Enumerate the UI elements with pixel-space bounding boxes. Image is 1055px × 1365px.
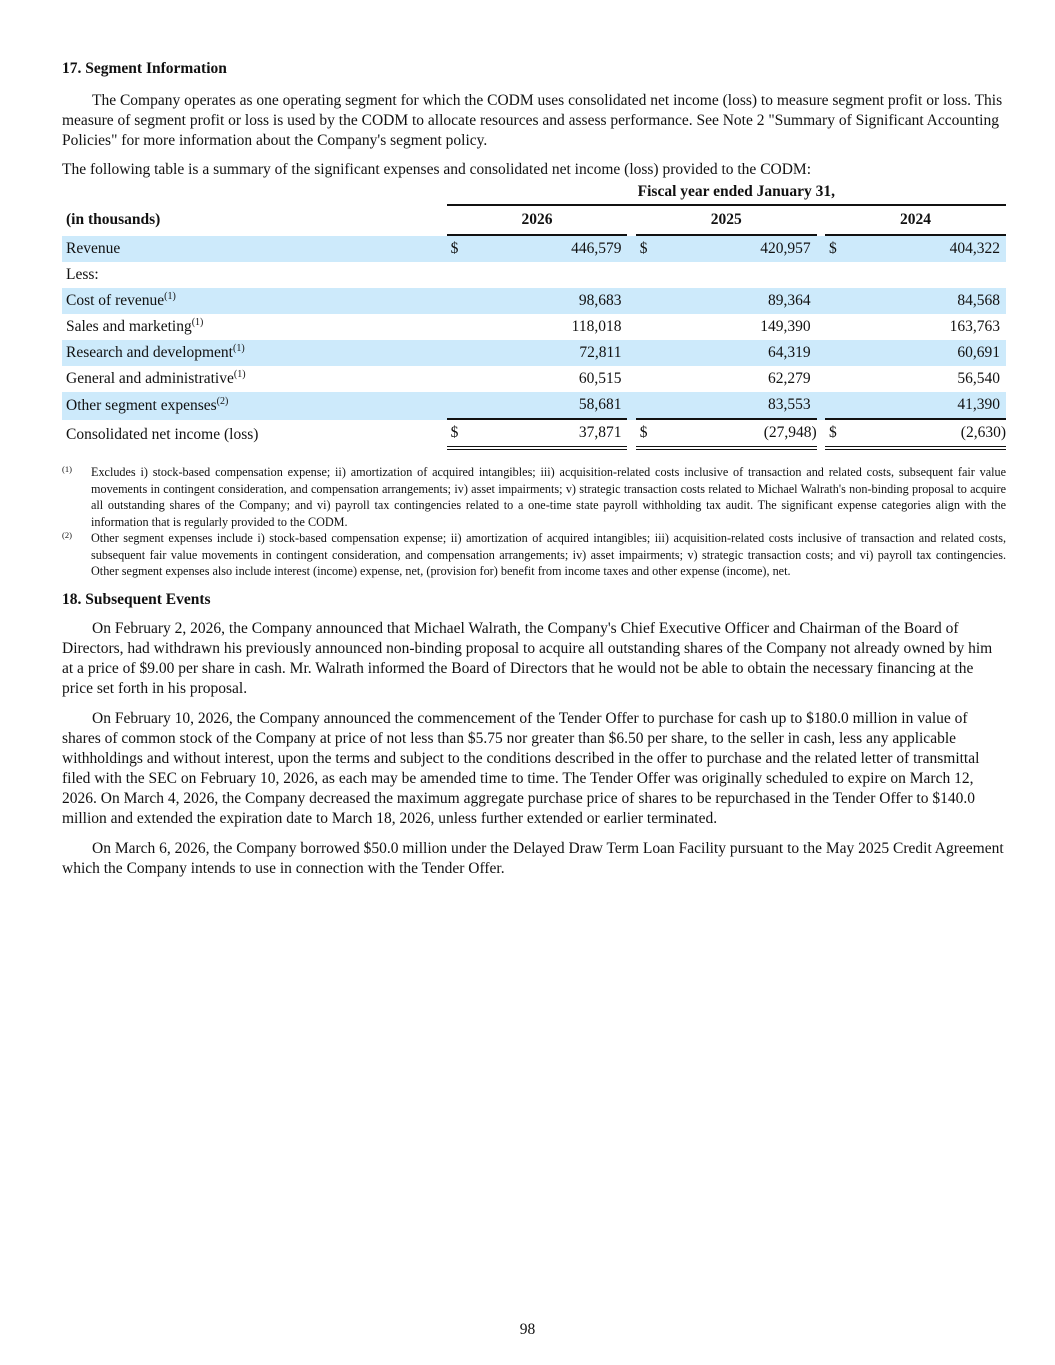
unit-label: (in thousands) bbox=[66, 211, 161, 228]
section-18-paragraph-1: On February 2, 2026, the Company announced that Michael Walrath, the Company's Chief Executive Officer and Chairman of the Board of Directors, had withdrawn his previously announced non-binding proposal to acquire all outstanding shares of the Company not already owned by him at a price of $9.00 per share in cash. Mr. Walrath informed the Board of Directors that he would not be able to obtain the necessary financing at the price set forth in his proposal. bbox=[62, 619, 993, 697]
footnote-reference: (2) bbox=[216, 396, 229, 407]
value-2026: 446,579 bbox=[465, 236, 627, 262]
value-2025: (27,948) bbox=[655, 420, 817, 450]
footnote-reference: (1) bbox=[164, 291, 176, 302]
value-2024 bbox=[844, 262, 1006, 288]
currency-symbol bbox=[825, 366, 844, 392]
document-page bbox=[62, 58, 1006, 879]
footnote-reference: (1) bbox=[233, 343, 245, 354]
table-row bbox=[62, 392, 1006, 420]
currency-symbol bbox=[825, 288, 844, 314]
section-18-paragraph-3: On March 6, 2026, the Company borrowed $50.0 million under the Delayed Draw Term Loan Facility pursuant to the May 2025 Credit Agreement which the Company intends to use in connection with the Tender Offer. bbox=[62, 839, 1004, 877]
footnote-1-mark: (1) bbox=[62, 464, 72, 474]
year-header-2024: 2024 bbox=[825, 204, 1006, 236]
currency-symbol: $ bbox=[447, 420, 466, 450]
row-label-text: Sales and marketing bbox=[66, 318, 192, 335]
currency-symbol bbox=[825, 392, 844, 420]
fiscal-year-header: Fiscal year ended January 31, bbox=[637, 183, 835, 200]
section-18-title: 18. Subsequent Events bbox=[62, 590, 211, 608]
currency-symbol bbox=[447, 340, 466, 366]
row-label-text: Less: bbox=[66, 266, 99, 283]
row-label-text: Research and development bbox=[66, 344, 233, 361]
currency-symbol bbox=[447, 314, 466, 340]
page-number: 98 bbox=[519, 1321, 536, 1338]
row-label bbox=[62, 392, 447, 420]
currency-symbol: $ bbox=[825, 236, 844, 262]
row-label-text: Revenue bbox=[66, 240, 121, 257]
section-17-paragraph-1: The Company operates as one operating segment for which the CODM uses consolidated net income (loss) to measure segment profit or loss. This measure of segment profit or loss is used by the CODM to allocate resources and assess performance. See Note 2 "Summary of Significant Accounting Policies" for more information about the Company's segment policy. bbox=[62, 92, 1003, 149]
section-17-paragraph-2: The following table is a summary of the significant expenses and consolidated net income (loss) provided to the CODM: bbox=[62, 161, 812, 178]
value-2025: 64,319 bbox=[655, 340, 817, 366]
value-2024: 404,322 bbox=[844, 236, 1006, 262]
value-2024: 163,763 bbox=[949, 318, 1000, 335]
currency-symbol bbox=[636, 262, 655, 288]
value-2026: 72,811 bbox=[465, 340, 627, 366]
value-2024: 41,390 bbox=[844, 392, 1006, 420]
value-2024: 60,691 bbox=[844, 340, 1006, 366]
currency-symbol bbox=[636, 314, 655, 340]
currency-symbol bbox=[447, 366, 466, 392]
value-2025: 83,553 bbox=[655, 392, 817, 420]
table-year-header-row bbox=[62, 204, 1006, 236]
table-row bbox=[62, 288, 1006, 314]
row-label bbox=[62, 340, 447, 366]
currency-symbol: $ bbox=[447, 236, 466, 262]
value-2026: 37,871 bbox=[465, 420, 627, 450]
row-label-text: Consolidated net income (loss) bbox=[66, 426, 259, 443]
row-label-text: Other segment expenses bbox=[66, 397, 217, 414]
year-header-2025: 2025 bbox=[636, 204, 817, 236]
currency-symbol bbox=[447, 392, 466, 420]
footnote-reference: (1) bbox=[233, 369, 246, 380]
table-row bbox=[62, 366, 1006, 392]
value-2025: 420,957 bbox=[655, 236, 817, 262]
section-17-title: 17. Segment Information bbox=[62, 60, 227, 77]
row-label bbox=[62, 288, 447, 314]
value-2025: 62,279 bbox=[768, 370, 811, 387]
currency-symbol bbox=[636, 366, 655, 392]
value-2026 bbox=[465, 262, 627, 288]
row-label-text: General and administrative bbox=[66, 370, 234, 387]
currency-symbol bbox=[636, 340, 655, 366]
value-2024: 84,568 bbox=[844, 288, 1006, 314]
table-period-header-row bbox=[62, 180, 1006, 204]
currency-symbol bbox=[447, 288, 466, 314]
value-2026: 118,018 bbox=[571, 318, 622, 335]
value-2024: 56,540 bbox=[957, 370, 1000, 387]
footnote-reference: (1) bbox=[191, 317, 204, 328]
row-label bbox=[62, 314, 447, 340]
value-2025: 89,364 bbox=[655, 288, 817, 314]
value-2026: 60,515 bbox=[578, 370, 622, 387]
currency-symbol: $ bbox=[636, 236, 655, 262]
currency-symbol bbox=[447, 262, 466, 288]
currency-symbol bbox=[825, 340, 844, 366]
value-2026: 98,683 bbox=[465, 288, 627, 314]
row-label bbox=[62, 236, 447, 262]
year-header-2026: 2026 bbox=[447, 204, 628, 236]
value-2025 bbox=[655, 262, 817, 288]
currency-symbol bbox=[636, 392, 655, 420]
segment-expenses-table bbox=[62, 180, 1006, 450]
row-label bbox=[62, 366, 447, 392]
currency-symbol: $ bbox=[636, 420, 655, 450]
currency-symbol bbox=[825, 262, 844, 288]
footnotes bbox=[62, 464, 1006, 580]
row-label-text: Cost of revenue bbox=[66, 292, 165, 309]
table-row bbox=[62, 236, 1006, 262]
currency-symbol bbox=[636, 288, 655, 314]
table-row bbox=[62, 340, 1006, 366]
value-2024: (2,630) bbox=[844, 420, 1006, 450]
section-18-paragraph-2: On February 10, 2026, the Company announced the commencement of the Tender Offer to purchase for cash up to $180.0 million in value of shares of common stock of the Company at price of not less than $5.75 nor greater than $6.50 per share, to the seller in cash, less any applicable withholdings and without interest, upon the terms and subject to the conditions described in the offer to purchase and the related letter of transmittal filed with the SEC on February 10, 2026, as each may be amended time to time. The Tender Offer was originally scheduled to expire on March 12, 2026. On March 4, 2026, the Company decreased the maximum aggregate purchase price of shares to be repurchased in the Tender Offer to $140.0 million and extended the expiration date to March 18, 2026, unless further extended or earlier terminated. bbox=[62, 709, 980, 827]
footnote-2-mark: (2) bbox=[62, 530, 72, 540]
table-row bbox=[62, 314, 1006, 340]
table-row bbox=[62, 262, 1006, 288]
currency-symbol bbox=[825, 314, 844, 340]
footnote-2-text: Other segment expenses include i) stock-based compensation expense; ii) amortization of acquired intangibles; iii) acquisition-related costs inclusive of transaction and related costs, subsequent fair value movements in contingent consideration, and compensation arrangements; iv) asset impairments; v) strategic transaction costs; and vi) payroll tax contingencies. Other segment expenses also include interest (income) expense, net, (provision for) benefit from income taxes and other expense (income), net. bbox=[91, 531, 1006, 578]
row-label bbox=[62, 420, 447, 450]
footnote-1 bbox=[62, 464, 1006, 530]
footnote-2 bbox=[62, 530, 1006, 580]
footnote-1-text: Excludes i) stock-based compensation expense; ii) amortization of acquired intangibles; iii) acquisition-related costs inclusive of transaction and related costs, subsequent fair value movements in contingent consideration, and compensation arrangements; iv) asset impairments; v) strategic transaction costs related to Michael Walrath's non-binding proposal to acquire all outstanding shares of the Company; and vi) payroll tax contingencies related to a one-time state payroll withholding tax audit. The significant expense categories align with the information that is regularly provided to the CODM. bbox=[91, 465, 1006, 529]
value-2025: 149,390 bbox=[760, 318, 811, 335]
table-row bbox=[62, 420, 1006, 450]
value-2026: 58,681 bbox=[465, 392, 627, 420]
row-label bbox=[62, 262, 447, 288]
currency-symbol: $ bbox=[825, 420, 844, 450]
